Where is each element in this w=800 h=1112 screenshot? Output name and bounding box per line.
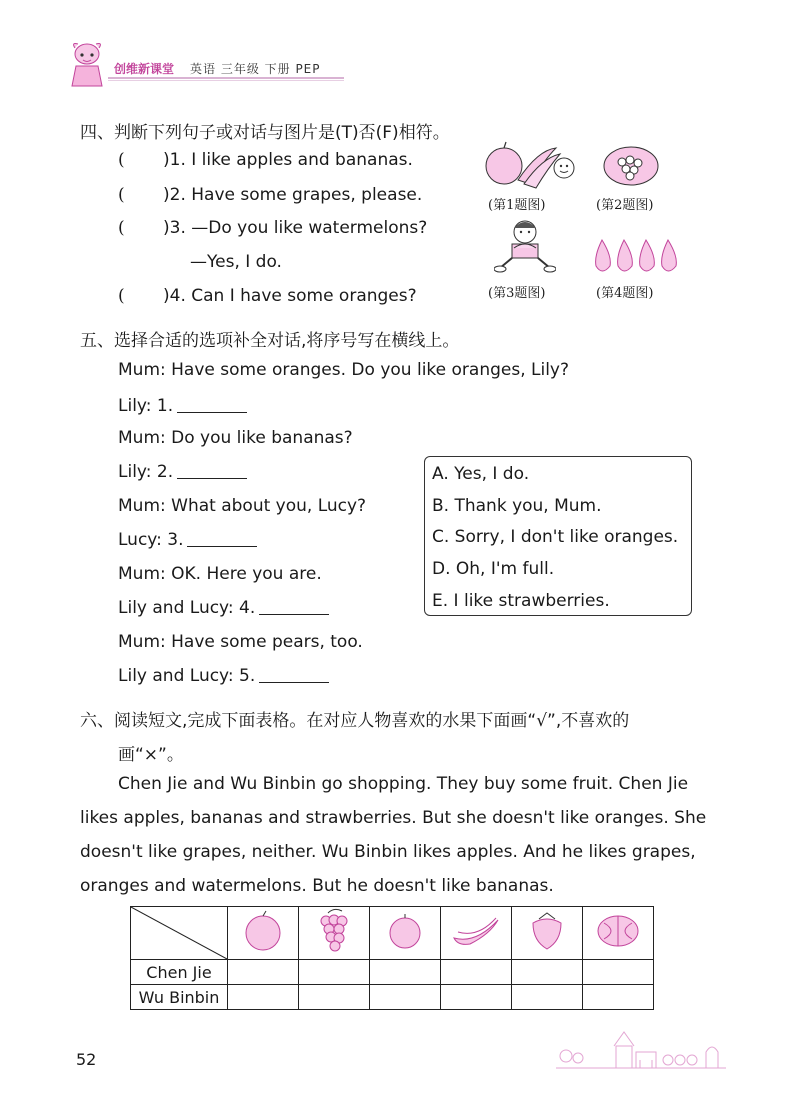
- dialog-line-7: Mum: OK. Here you are.: [118, 564, 322, 584]
- q4-item-4: )4. Can I have some oranges?: [163, 286, 417, 306]
- answer-blank-1[interactable]: [177, 396, 247, 413]
- caption-1: (第1题图): [488, 198, 546, 213]
- answer-cell[interactable]: [512, 960, 583, 985]
- castle-decoration: [556, 1026, 726, 1070]
- banana-column-header: [441, 907, 512, 960]
- dialog-line-9: Mum: Have some pears, too.: [118, 632, 363, 652]
- boy-watermelon-picture: [494, 218, 556, 274]
- section-4-title: 四、判断下列句子或对话与图片是(T)否(F)相符。: [80, 123, 450, 143]
- passage-line-3: doesn't like grapes, neither. Wu Binbin likes apples. And he likes grapes,: [80, 842, 696, 862]
- strawberry-column-header: [512, 907, 583, 960]
- q4-item-3-reply: —Yes, I do.: [190, 252, 282, 272]
- header-mascot: [66, 40, 108, 88]
- dialog-speaker: Lucy: 3.: [118, 530, 184, 550]
- answer-cell[interactable]: [228, 960, 299, 985]
- answer-blank-2[interactable]: [177, 462, 247, 479]
- brand-name: 创维新课堂: [114, 62, 175, 76]
- row-name-chen-jie: Chen Jie: [131, 960, 228, 985]
- apple-banana-picture: [480, 140, 576, 192]
- apple-column-header: [228, 907, 299, 960]
- answer-cell[interactable]: [370, 960, 441, 985]
- answer-cell[interactable]: [441, 985, 512, 1010]
- pears-picture: [590, 236, 682, 276]
- caption-2: (第2题图): [596, 198, 654, 213]
- q4-item-3-bracket[interactable]: (: [118, 218, 125, 238]
- answer-cell[interactable]: [441, 960, 512, 985]
- dialog-speaker: Lily and Lucy: 4.: [118, 598, 256, 618]
- page-number: 52: [76, 1050, 97, 1069]
- diagonal-corner-cell: [131, 907, 228, 960]
- orange-column-header: [370, 907, 441, 960]
- q4-item-2-bracket[interactable]: (: [118, 185, 125, 205]
- answer-cell[interactable]: [512, 985, 583, 1010]
- passage-line-2: likes apples, bananas and strawberries. But she doesn't like oranges. She: [80, 808, 707, 828]
- answer-cell[interactable]: [370, 985, 441, 1010]
- dialog-line-5: Mum: What about you, Lucy?: [118, 496, 367, 516]
- grape-column-header: [299, 907, 370, 960]
- apple-icon: [239, 909, 287, 953]
- option-a: A. Yes, I do.: [432, 464, 530, 484]
- answer-blank-4[interactable]: [259, 598, 329, 615]
- table-header-row: [131, 907, 654, 960]
- answer-cell[interactable]: [583, 985, 654, 1010]
- dialog-speaker: Lily and Lucy: 5.: [118, 666, 256, 686]
- header-rule: [108, 77, 344, 79]
- answer-blank-5[interactable]: [259, 666, 329, 683]
- table-row: [131, 985, 654, 1010]
- passage-line-1: Chen Jie and Wu Binbin go shopping. They buy some fruit. Chen Jie: [118, 774, 689, 794]
- watermelon-column-header: [583, 907, 654, 960]
- row-name-wu-binbin: Wu Binbin: [131, 985, 228, 1010]
- dialog-line-2: [118, 396, 247, 416]
- watermelon-icon: [594, 911, 642, 951]
- section-5-title: 五、选择合适的选项补全对话,将序号写在横线上。: [80, 331, 460, 351]
- book-subject: 英语 三年级 下册 PEP: [190, 62, 321, 76]
- grapes-icon: [314, 907, 354, 955]
- q4-item-2: )2. Have some grapes, please.: [163, 185, 423, 205]
- answer-blank-3[interactable]: [187, 530, 257, 547]
- dialog-line-4: [118, 462, 247, 482]
- q4-item-3: )3. —Do you like watermelons?: [163, 218, 428, 238]
- dialog-speaker: Lily: 1.: [118, 396, 174, 416]
- q4-item-4-bracket[interactable]: (: [118, 286, 125, 306]
- strawberry-icon: [525, 909, 569, 953]
- answer-cell[interactable]: [228, 985, 299, 1010]
- fruit-table: [130, 906, 654, 1010]
- dialog-speaker: Lily: 2.: [118, 462, 174, 482]
- option-e: E. I like strawberries.: [432, 591, 610, 611]
- orange-icon: [383, 911, 427, 951]
- grapes-picture: [602, 144, 660, 188]
- dialog-line-10: [118, 666, 329, 686]
- dialog-line-1: Mum: Have some oranges. Do you like oranges, Lily?: [118, 360, 570, 380]
- passage-line-4: oranges and watermelons. But he doesn't like bananas.: [80, 876, 554, 896]
- banana-icon: [450, 914, 502, 948]
- section-6-title-cont: 画“×”。: [118, 745, 184, 765]
- dialog-line-8: [118, 598, 329, 618]
- option-d: D. Oh, I'm full.: [432, 559, 555, 579]
- option-b: B. Thank you, Mum.: [432, 496, 602, 516]
- answer-cell[interactable]: [299, 985, 370, 1010]
- header-rule-thin: [108, 80, 344, 81]
- caption-4: (第4题图): [596, 286, 654, 301]
- q4-item-1: )1. I like apples and bananas.: [163, 150, 413, 170]
- dialog-line-3: Mum: Do you like bananas?: [118, 428, 353, 448]
- table-row: [131, 960, 654, 985]
- answer-cell[interactable]: [299, 960, 370, 985]
- dialog-line-6: [118, 530, 257, 550]
- section-6-title: 六、阅读短文,完成下面表格。在对应人物喜欢的水果下面画“√”,不喜欢的: [80, 711, 630, 731]
- option-c: C. Sorry, I don't like oranges.: [432, 527, 679, 547]
- q4-item-1-bracket[interactable]: (: [118, 150, 125, 170]
- caption-3: (第3题图): [488, 286, 546, 301]
- answer-cell[interactable]: [583, 960, 654, 985]
